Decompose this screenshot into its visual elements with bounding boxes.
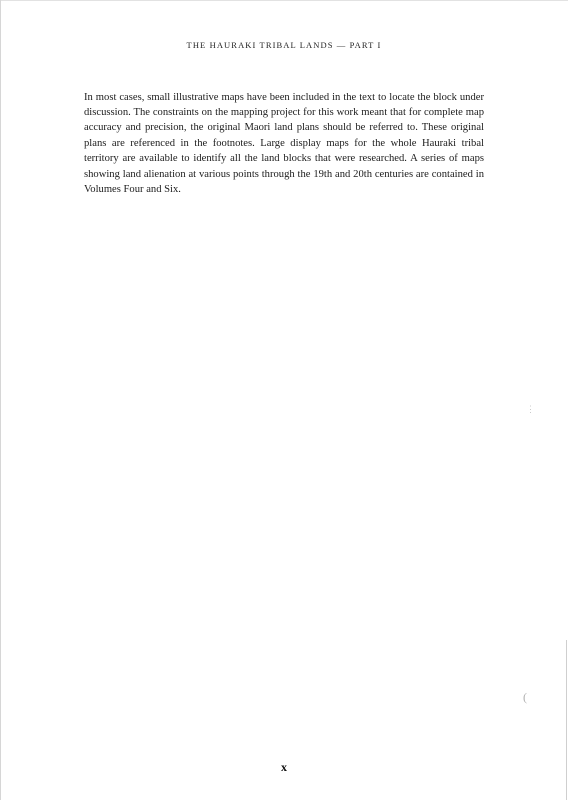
scan-edge-top: [0, 0, 568, 1]
body-paragraph: In most cases, small illustrative maps have been included in the text to locate the block under discussion. The constraints on the mapping project for this work meant that for complete map accuracy and precision, the original Maori land plans should be referred to. These original plans are referenced in the footnotes. Large display maps for the whole Hauraki tribal territory are available to identify all the land blocks that were researched. A series of maps showing land alienation at various points through the 19th and 20th centuries are contained in Volumes Four and Six.: [84, 91, 484, 196]
running-head: THE HAURAKI TRIBAL LANDS — PART I: [186, 40, 382, 50]
scan-speck: ⋮: [526, 404, 535, 414]
scan-edge-right: [566, 640, 567, 800]
scan-mark: (: [523, 690, 527, 704]
page-number: x: [281, 760, 287, 774]
scan-edge-left: [0, 0, 1, 800]
